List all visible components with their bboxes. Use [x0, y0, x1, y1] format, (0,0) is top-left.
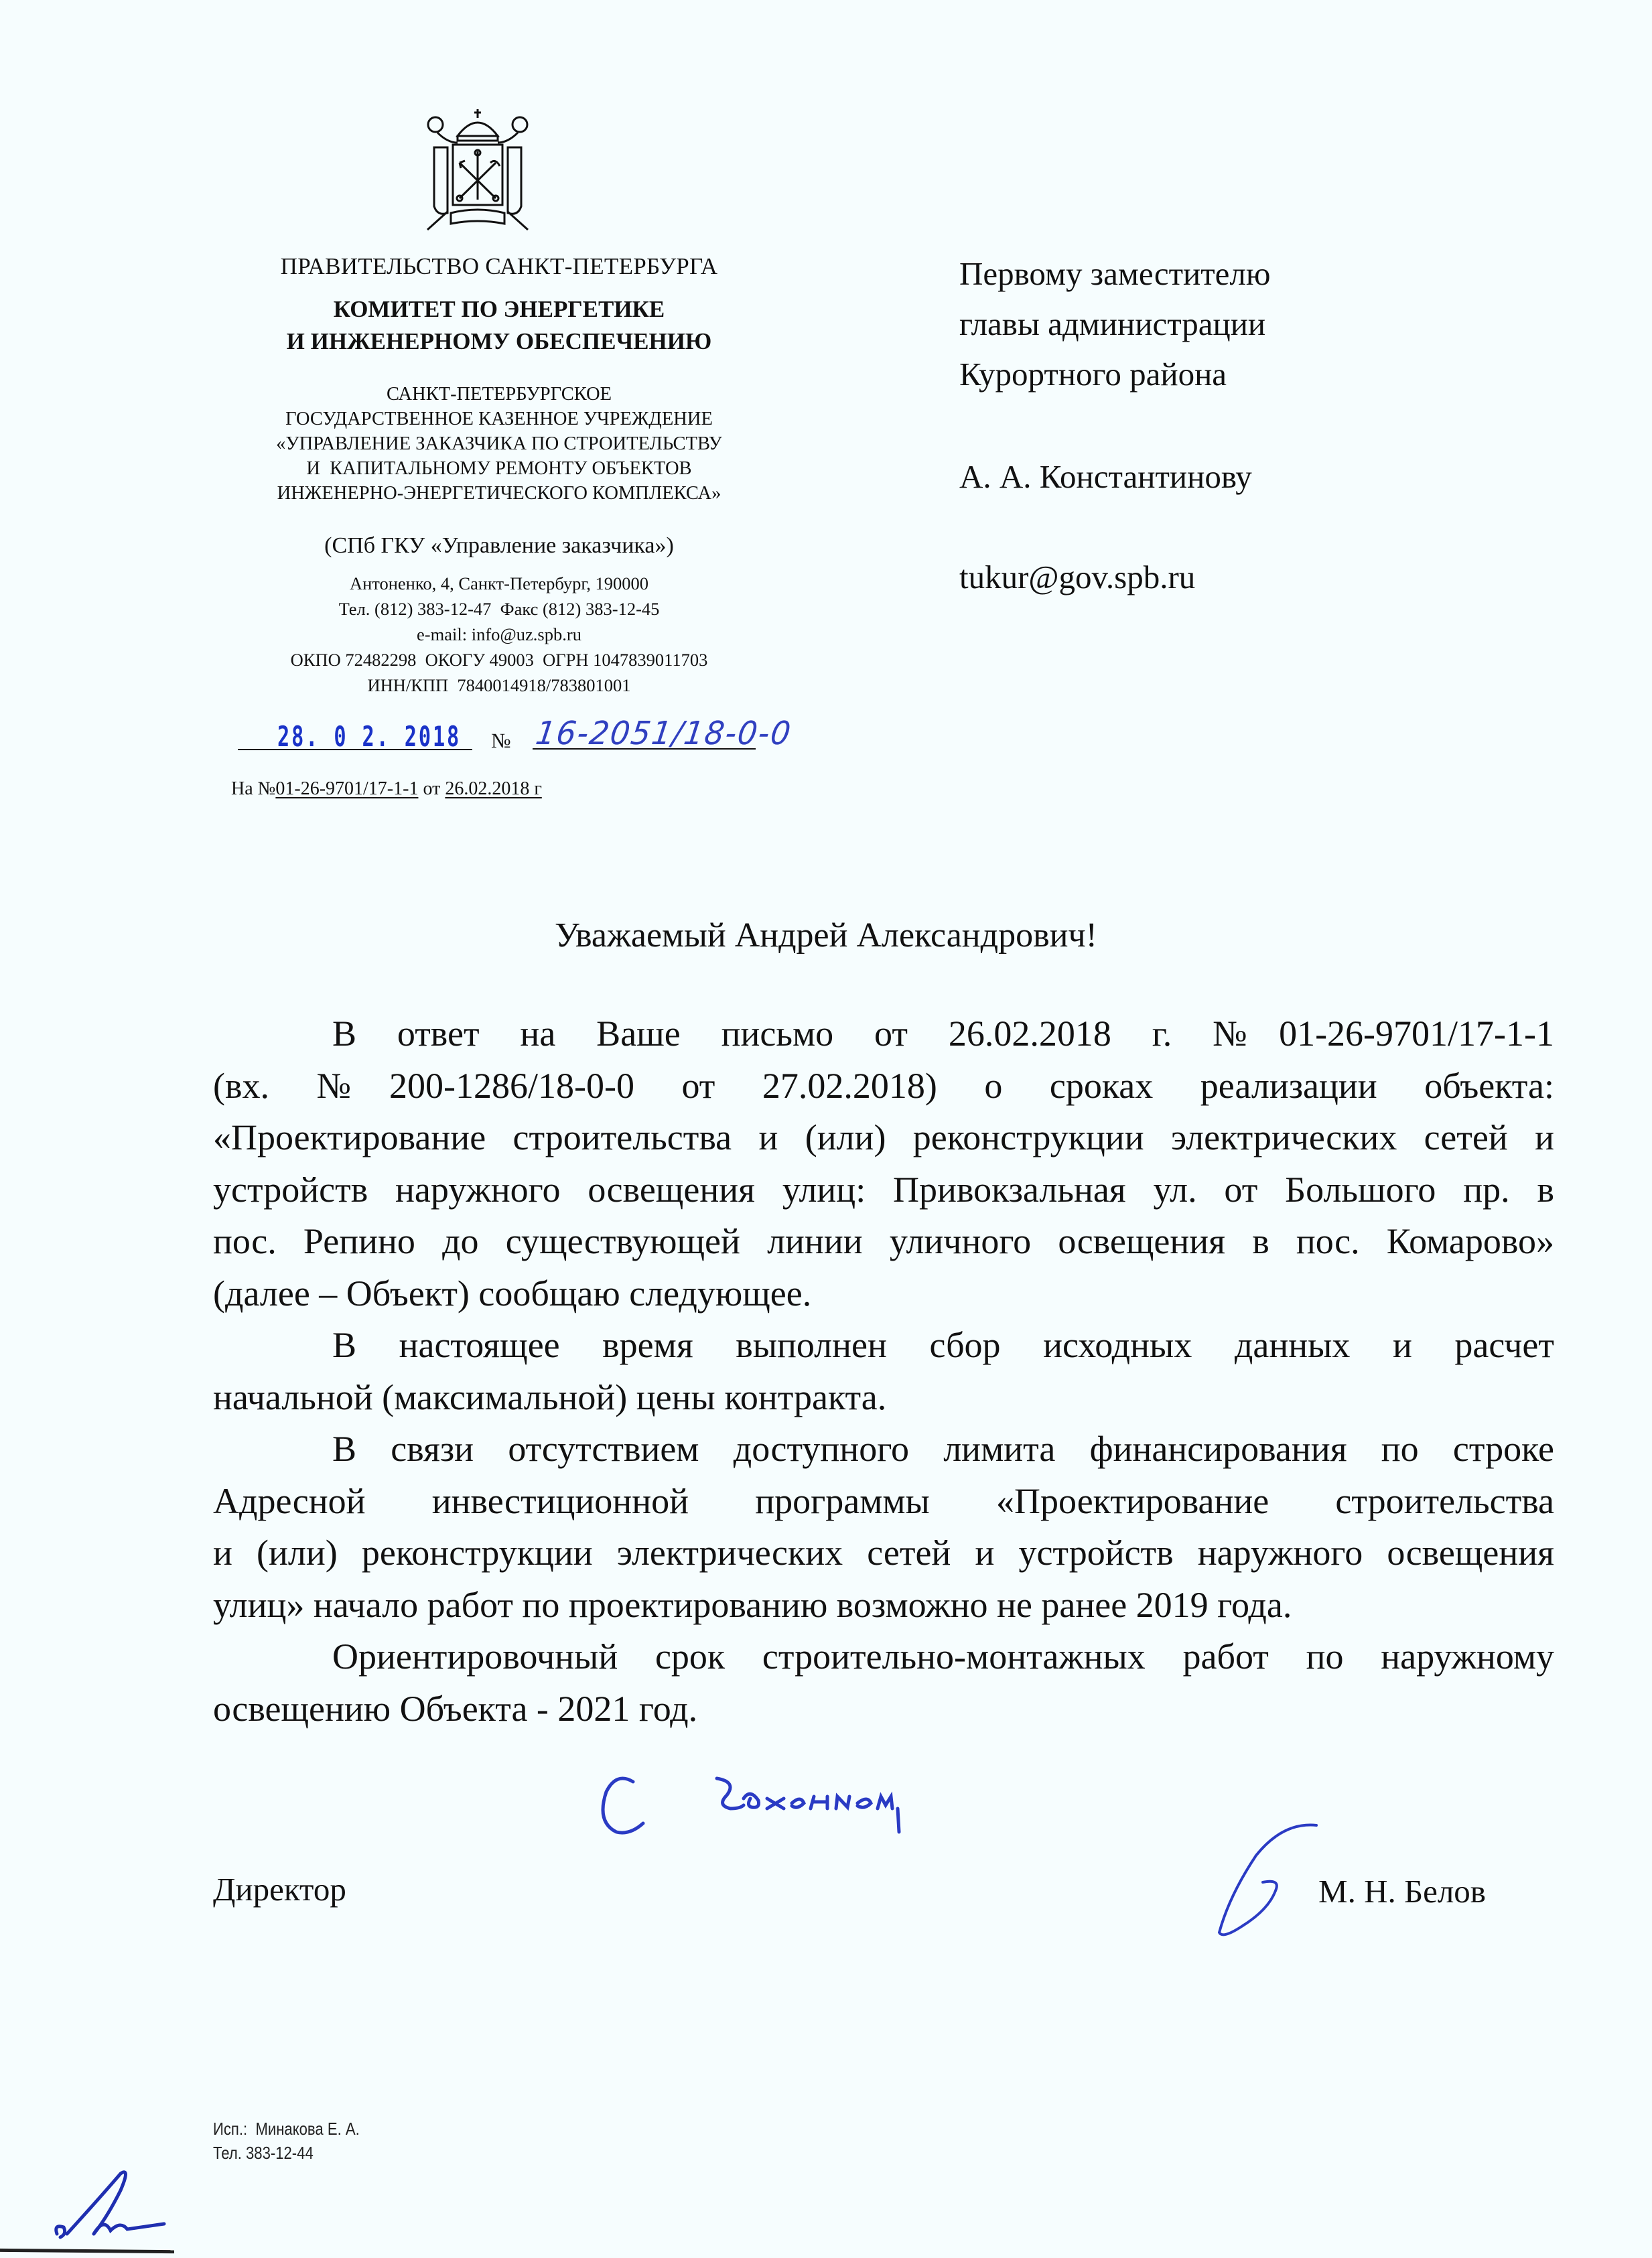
ref-date: 26.02.2018 г [445, 778, 542, 799]
addressee-position-line3: Курортного района [959, 356, 1227, 393]
letter-body [213, 1008, 1554, 1735]
coat-of-arms-emblem [421, 106, 535, 233]
addressee-position-line2: главы администрации [959, 305, 1266, 342]
ref-number: 01-26-9701/17-1-1 [275, 778, 419, 799]
institution-line: САНКТ-ПЕТЕРБУРГСКОЕ [386, 384, 612, 405]
email-line: e-mail: info@uz.spb.ru [417, 624, 581, 644]
signatory-name: М. Н. Белов [1318, 1873, 1486, 1910]
committee-name-line2: И ИНЖЕНЕРНОМУ ОБЕСПЕЧЕНИЮ [286, 328, 712, 354]
number-sign: № [491, 729, 511, 752]
director-signature [1182, 1822, 1330, 1943]
inn-kpp-line: ИНН/КПП 7840014918/783801001 [367, 675, 631, 695]
body-line: В связи отсутствием доступного лимита финансирования по строке [332, 1429, 1554, 1469]
outgoing-number-handwritten: 16-2051/18-0-0 [533, 715, 795, 752]
handwritten-regards [583, 1768, 998, 1849]
paragraph-1 [213, 1008, 1554, 1320]
codes-line: ОКПО 72482298 ОКОГУ 49003 ОГРН 1047839011703 [290, 650, 708, 670]
committee-name-line1: КОМИТЕТ ПО ЭНЕРГЕТИКЕ [333, 296, 665, 322]
ref-prefix: На № [231, 778, 276, 799]
institution-name [201, 382, 797, 506]
body-line: и (или) реконструкции электрических сетей и устройств наружного освещения [213, 1533, 1554, 1573]
phone-fax-line: Тел. (812) 383-12-47 Факс (812) 383-12-45 [338, 599, 660, 619]
body-line: (далее – Объект) сообщаю следующее. [213, 1273, 812, 1314]
government-name: ПРАВИТЕЛЬСТВО САНКТ-ПЕТЕРБУРГА [280, 253, 718, 279]
body-line: В ответ на Ваше письмо от 26.02.2018 г. №01-26-9701/17-1-1 [332, 1013, 1554, 1054]
body-line: устройств наружного освещения улиц: Привокзальная ул. от Большого пр. в [213, 1169, 1554, 1210]
executor-name: Исп.: Минакова Е. А. [213, 2119, 360, 2139]
registration-row [238, 715, 908, 760]
body-line: улиц» начало работ по проектированию возможно не ранее 2019 года. [213, 1584, 1292, 1625]
institution-contacts [201, 571, 797, 698]
institution-line: ГОСУДАРСТВЕННОЕ КАЗЕННОЕ УЧРЕЖДЕНИЕ [285, 409, 713, 429]
institution-short-name: (СПб ГКУ «Управление заказчика») [324, 533, 674, 558]
salutation: Уважаемый Андрей Александрович! [555, 916, 1097, 955]
reference-line [231, 778, 542, 800]
institution-line: ИНЖЕНЕРНО-ЭНЕРГЕТИЧЕСКОГО КОМПЛЕКСА» [277, 483, 721, 504]
body-line: (вх. №200-1286/18-0-0 от 27.02.2018) о сроках реализации объекта: [213, 1065, 1554, 1106]
ref-from: от [418, 778, 445, 799]
executor-initials-signature [47, 2170, 181, 2251]
signatory-position: Директор [213, 1871, 346, 1908]
body-line: Ориентировочный срок строительно-монтажных работ по наружному [332, 1636, 1554, 1677]
paragraph-2 [213, 1320, 1554, 1423]
body-line: освещению Объекта - 2021 год. [213, 1688, 698, 1729]
paragraph-4 [213, 1631, 1554, 1735]
executor-phone: Тел. 383-12-44 [213, 2143, 314, 2163]
scan-edge-shadow [0, 2249, 174, 2253]
body-line: Адресной инвестиционной программы «Проектирование строительства [213, 1480, 1554, 1521]
institution-line: «УПРАВЛЕНИЕ ЗАКАЗЧИКА ПО СТРОИТЕЛЬСТВУ [276, 433, 722, 454]
addressee-name: А. А. Константинову [959, 458, 1252, 495]
body-line: начальной (максимальной) цены контракта. [213, 1377, 887, 1417]
date-stamp: 28. 0 2. 2018 [277, 720, 462, 753]
body-line: «Проектирование строительства и (или) реконструкции электрических сетей и [213, 1117, 1554, 1157]
addressee-position-line1: Первому заместителю [959, 255, 1271, 292]
body-line: пос. Репино до существующей линии уличного освещения в пос. Комарово» [213, 1221, 1554, 1261]
paragraph-3 [213, 1423, 1554, 1631]
address-line: Антоненко, 4, Санкт-Петербург, 190000 [349, 573, 649, 593]
institution-line: И КАПИТАЛЬНОМУ РЕМОНТУ ОБЪЕКТОВ [306, 458, 692, 479]
body-line: В настоящее время выполнен сбор исходных данных и расчет [332, 1325, 1554, 1365]
addressee-email: tukur@gov.spb.ru [959, 559, 1196, 595]
